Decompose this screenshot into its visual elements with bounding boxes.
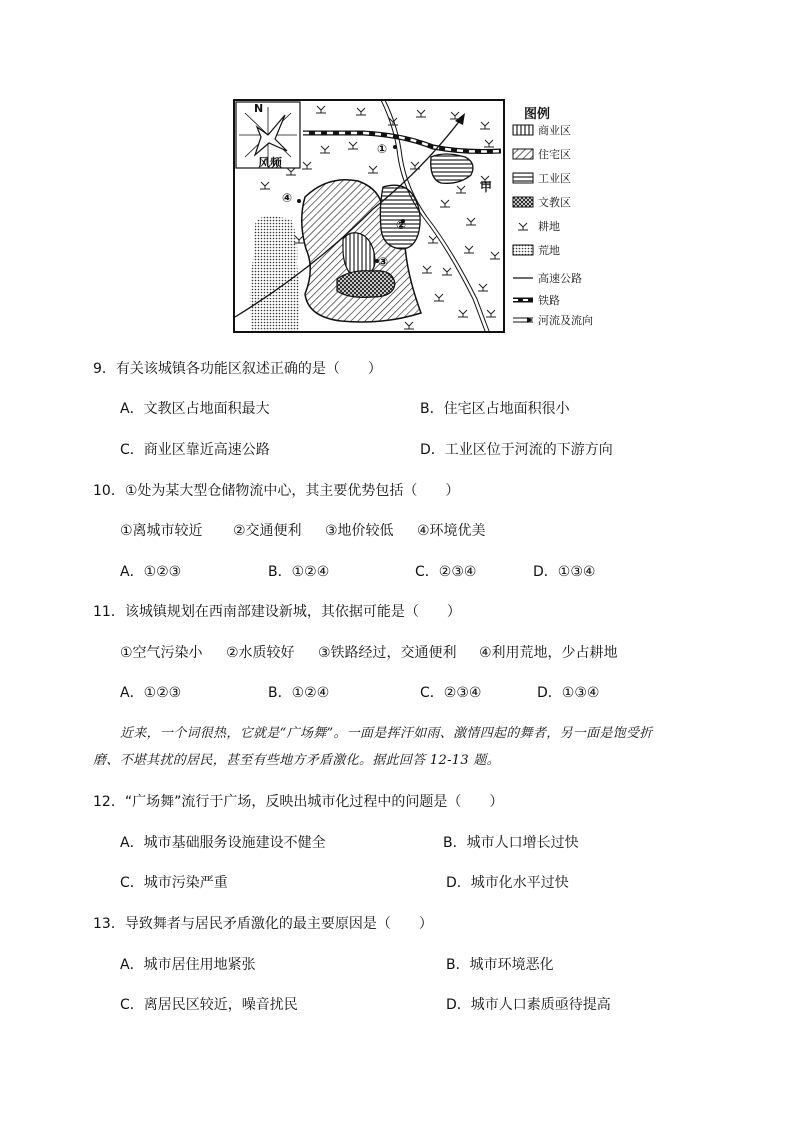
q12-option-d: D．城市化水平过快 [446,875,569,891]
legend-railway: 铁路 [538,294,560,307]
legend-education: 文教区 [512,196,622,210]
legend-wasteland: 荒地 [512,244,622,258]
marker-4: ④ [282,191,293,205]
q9-option-b: B．住宅区占地面积很小 [420,401,570,417]
wind-rose-label: 风频 [258,156,283,170]
q11-option-b: B．①②④ [268,685,330,701]
q10-item-3: ③地价较低 [325,523,394,539]
q13-option-c: C．离居民区较近，噪音扰民 [120,997,298,1013]
q9-option-a: A．文教区占地面积最大 [120,401,270,417]
place-jia-label: 甲 [480,180,493,194]
q11-stem: 11．该城镇规划在西南部建设新城，其依据可能是（ ） [93,604,461,620]
marker-2: ② [396,218,407,232]
legend-river: 河流及流向 [512,314,622,328]
q10-option-d: D．①③④ [533,564,596,580]
q10-item-2: ②交通便利 [233,523,302,539]
city-functional-zone-map [233,99,505,333]
q11-option-c: C．②③④ [420,685,482,701]
q11-option-d: D．①③④ [537,685,600,701]
q13-option-a: A．城市居住用地紧张 [120,957,256,973]
q11-item-3: ③铁路经过，交通便利 [318,645,457,661]
q13-option-d: D．城市人口素质亟待提高 [446,997,611,1013]
q10-item-4: ④环境优美 [417,523,486,539]
q11-item-2: ②水质较好 [226,645,295,661]
q9-stem: 9．有关该城镇各功能区叙述正确的是（ ） [93,361,382,377]
legend-industrial: 工业区 [512,172,622,186]
q10-option-a: A．①②③ [120,564,182,580]
q9-option-d: D．工业区位于河流的下游方向 [420,442,613,458]
q11-item-4: ④利用荒地，少占耕地 [479,645,618,661]
legend-highway: 高速公路 [538,272,582,285]
north-label: N [254,102,264,115]
q10-option-b: B．①②④ [268,564,330,580]
q12-option-c: C．城市污染严重 [120,875,228,891]
q10-option-c: C．②③④ [415,564,477,580]
wasteland-zone [250,216,300,331]
q12-stem: 12．“广场舞”流行于广场，反映出城市化过程中的问题是（ ） [93,794,504,810]
q11-item-1: ①空气污染小 [120,645,203,661]
q10-item-1: ①离城市较近 [120,523,203,539]
legend-commercial: 商业区 [512,124,622,138]
q12-option-a: A．城市基础服务设施建设不健全 [120,835,326,851]
q13-option-b: B．城市环境恶化 [446,957,554,973]
map-legend [512,100,622,332]
q12-option-b: B．城市人口增长过快 [443,835,579,851]
legend-residential: 住宅区 [512,148,622,162]
q10-stem: 10．①处为某大型仓储物流中心，其主要优势包括（ ） [93,483,460,499]
q13-stem: 13．导致舞者与居民矛盾激化的最主要原因是（ ） [93,916,433,932]
passage-line-2: 磨、不堪其扰的居民，甚至有些地方矛盾激化。据此回答 12-13 题。 [93,753,500,768]
education-zone [337,271,395,298]
legend-title: 图例 [524,107,551,122]
passage-line-1: 近来，一个词很热，它就是“广场舞”。一面是挥汗如雨、激情四起的舞者，另一面是饱受折 [120,726,653,741]
marker-3: ③ [378,255,389,269]
q11-option-a: A．①②③ [120,685,182,701]
legend-farmland: 耕地 [512,220,622,234]
marker-1: ① [377,142,388,156]
q9-option-c: C．商业区靠近高速公路 [120,442,270,458]
